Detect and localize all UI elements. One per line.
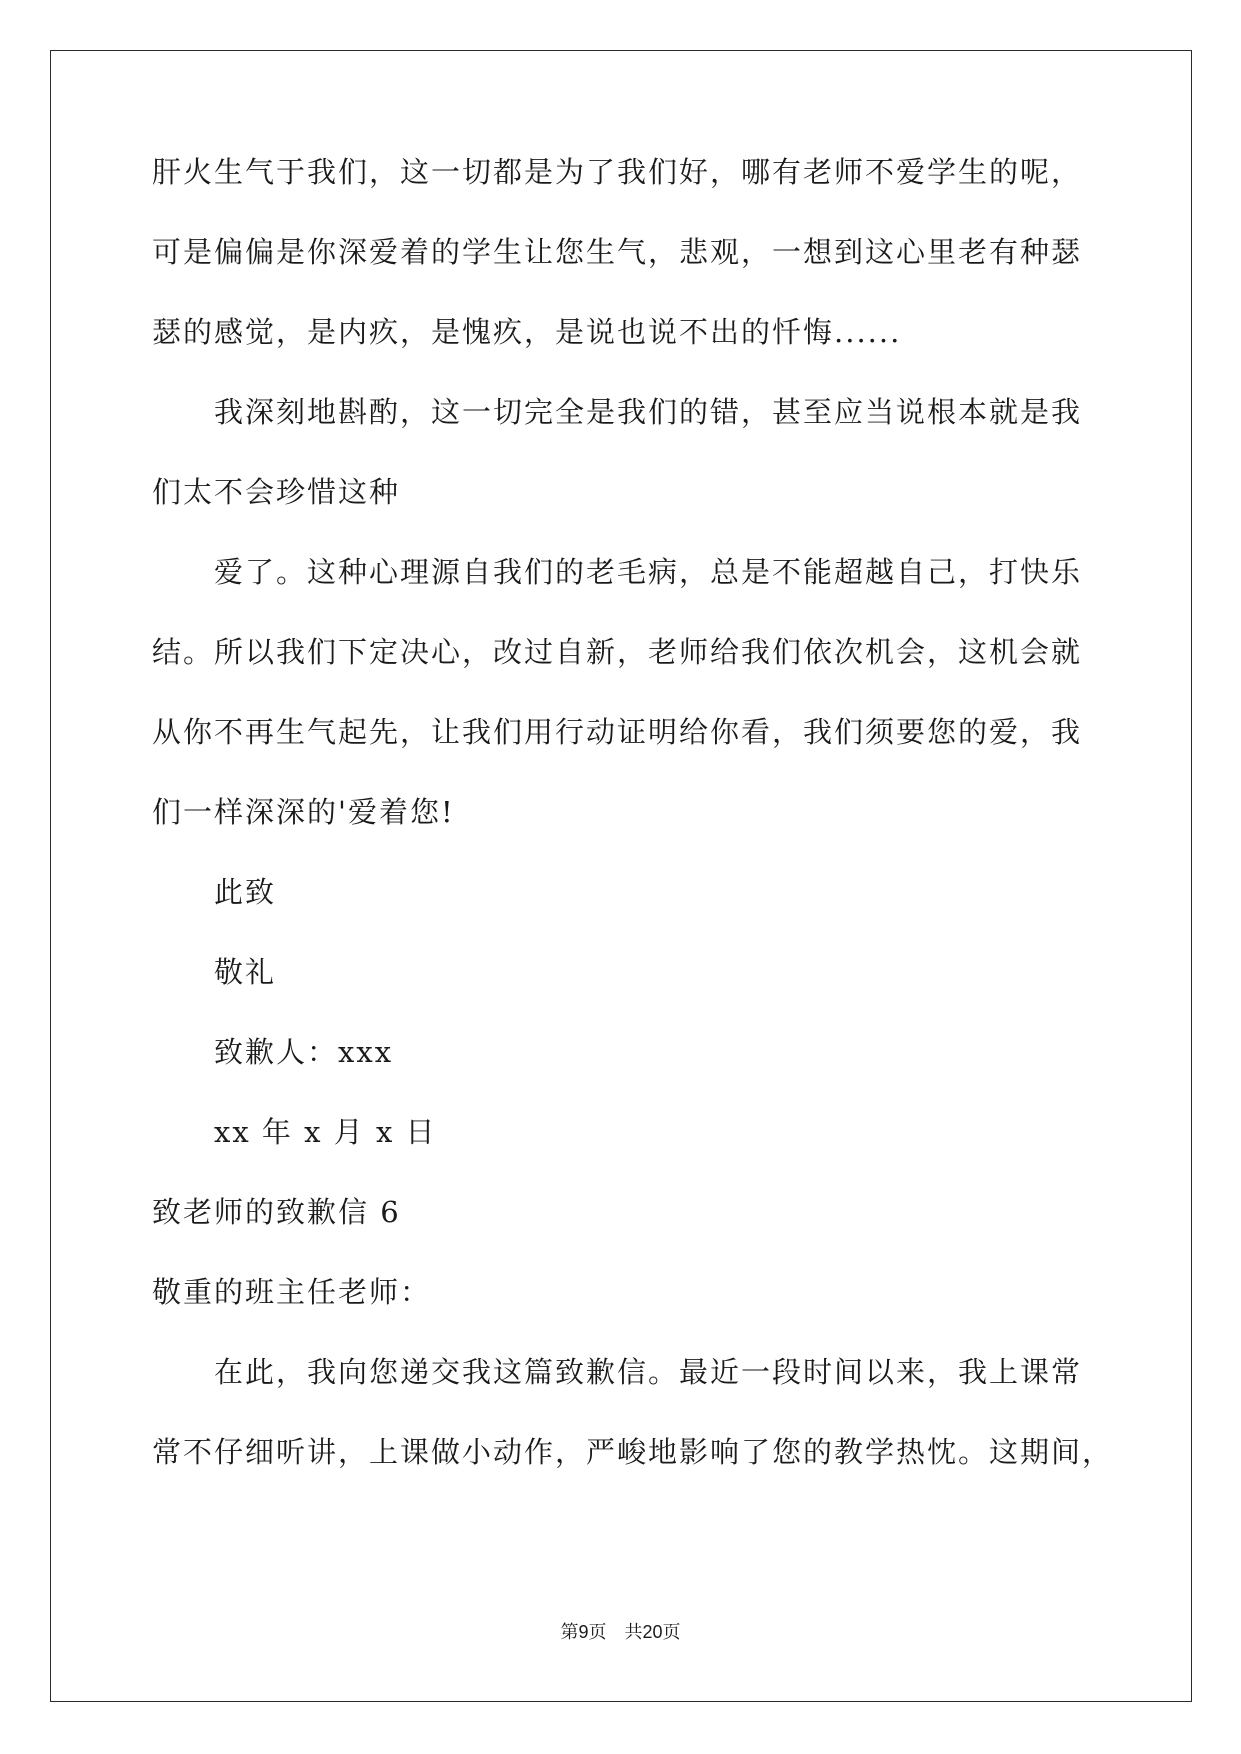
text-line: 常不仔细听讲，上课做小动作，严峻地影响了您的教学热忱。这期间，: [152, 1435, 1114, 1469]
total-unit: 页: [662, 1622, 681, 1643]
text-line: 爱了。这种心理源自我们的老毛病，总是不能超越自己，打快乐: [214, 555, 1083, 589]
text-line: 瑟的感觉，是内疚，是愧疚，是说也说不出的忏悔......: [152, 315, 902, 349]
closing-salutation: 此致: [214, 875, 277, 909]
page-current: 9: [578, 1622, 589, 1642]
closing-regards: 敬礼: [214, 955, 277, 989]
page-unit: 页: [588, 1622, 607, 1643]
greeting-line: 敬重的班主任老师：: [152, 1275, 432, 1309]
text-line: 肝火生气于我们，这一切都是为了我们好，哪有老师不爱学生的呢，: [152, 155, 1083, 189]
text-line: 我深刻地斟酌，这一切完全是我们的错，甚至应当说根本就是我: [214, 395, 1083, 429]
page-footer: [0, 1620, 1241, 1645]
text-line: 从你不再生气起先，让我们用行动证明给你看，我们须要您的爱，我: [152, 715, 1083, 749]
text-line: 在此，我向您递交我这篇致歉信。最近一段时间以来，我上课常: [214, 1355, 1083, 1389]
text-line: 们太不会珍惜这种: [152, 475, 401, 509]
signature-line: 致歉人：xxx: [214, 1035, 394, 1069]
text-line: 们一样深深的'爱着您!: [152, 795, 455, 829]
section-title: 致老师的致歉信 6: [152, 1195, 401, 1229]
date-line: xx 年 x 月 x 日: [214, 1115, 437, 1149]
page-prefix: 第: [560, 1622, 579, 1643]
text-line: 结。所以我们下定决心，改过自新，老师给我们依次机会，这机会就: [152, 635, 1083, 669]
text-line: 可是偏偏是你深爱着的学生让您生气，悲观，一想到这心里老有种瑟: [152, 235, 1083, 269]
total-prefix: 共: [624, 1622, 643, 1643]
page-total: 20: [642, 1622, 663, 1642]
